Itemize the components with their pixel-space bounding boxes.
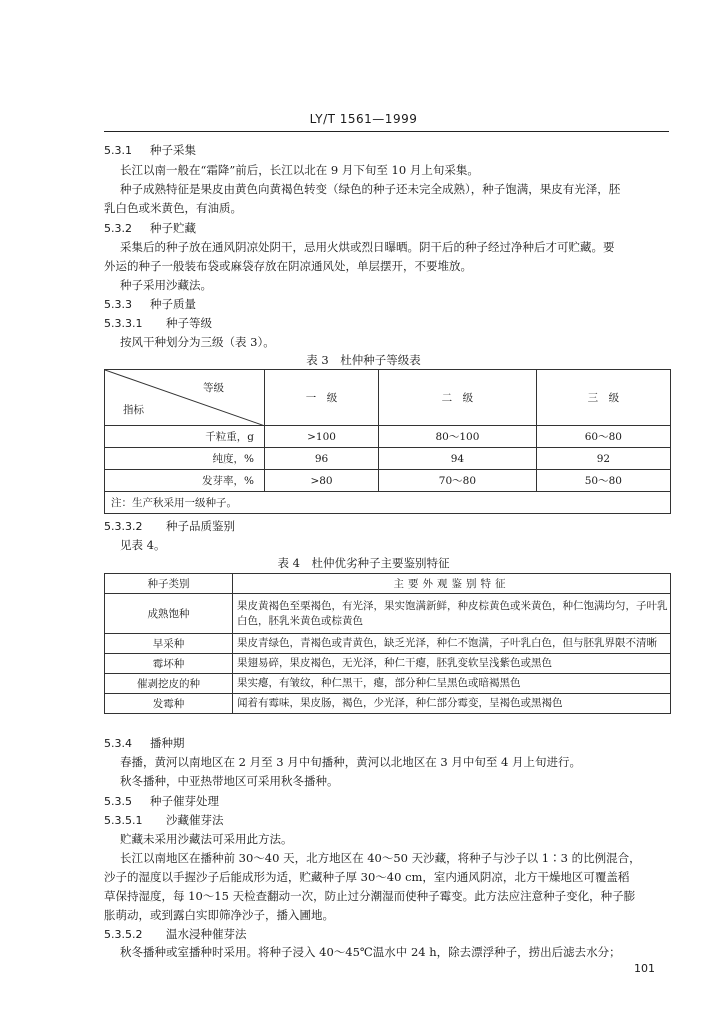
grade-header: 三 级 xyxy=(536,370,670,426)
paragraph: 按风干种划分为三级（表 3）。 xyxy=(120,335,275,349)
section-number: 5.3.3.1 xyxy=(104,317,143,330)
table-cell: 80～100 xyxy=(379,426,537,448)
seed-type-cell: 催剥挖皮的种 xyxy=(105,674,233,694)
table-row xyxy=(105,694,671,714)
seed-type-cell: 成熟饱种 xyxy=(105,594,233,634)
header-grade-label: 等级 xyxy=(203,382,224,394)
paragraph: 种子采用沙藏法。 xyxy=(120,278,212,292)
paragraph-continuation: 胀萌动，或到露白实即筛净沙子，播入圃地。 xyxy=(104,908,334,922)
section-title: 种子催芽处理 xyxy=(150,794,219,808)
description-cell: 闻着有霉味，果皮肠，褐色，少光泽，种仁部分霉变，呈褐色或黑褐色 xyxy=(233,694,671,714)
page-number: 101 xyxy=(634,962,655,975)
section-title: 种子品质鉴别 xyxy=(166,519,235,533)
table-note-row xyxy=(105,492,671,514)
table-note: 注：生产秋采用一级种子。 xyxy=(105,492,671,514)
section-title: 种子等级 xyxy=(166,316,212,330)
paragraph-continuation: 外运的种子一般装布袋或麻袋存放在阴凉通风处，单层摆开，不要堆放。 xyxy=(104,259,472,273)
section-5-3-5-1 xyxy=(104,812,224,829)
section-number: 5.3.2 xyxy=(104,222,132,235)
table-row xyxy=(105,654,671,674)
grade-header: 一 级 xyxy=(265,370,379,426)
seed-type-cell: 发霉种 xyxy=(105,694,233,714)
header-rule xyxy=(104,131,669,132)
paragraph-continuation: 草保持湿度，每 10～15 天检查翻动一次，防止过分潮湿而使种子霉变。此方法应注意种子变化，种子膨 xyxy=(104,889,636,903)
section-5-3-5 xyxy=(104,793,219,810)
table-cell: 70～80 xyxy=(379,470,537,492)
table-cell: >100 xyxy=(265,426,379,448)
table-cell: >80 xyxy=(265,470,379,492)
seed-type-cell: 早采种 xyxy=(105,634,233,654)
section-5-3-1 xyxy=(104,142,196,159)
description-cell: 果实瘪，有皱纹，种仁黑干，瘪，部分种仁呈黑色或暗褐黑色 xyxy=(233,674,671,694)
table-row xyxy=(105,470,671,492)
table-cell: 94 xyxy=(379,448,537,470)
grade-header: 二 级 xyxy=(379,370,537,426)
description-cell: 果翅易碎，果皮褐色，无光泽，种仁干瘪，胚乳变软呈浅紫色或黑色 xyxy=(233,654,671,674)
section-number: 5.3.3 xyxy=(104,298,132,311)
section-number: 5.3.4 xyxy=(104,737,132,750)
diagonal-line xyxy=(105,370,265,426)
section-number: 5.3.3.2 xyxy=(104,520,143,533)
section-5-3-4 xyxy=(104,735,185,752)
seed-grade-table xyxy=(104,369,671,514)
section-number: 5.3.5.2 xyxy=(104,928,143,941)
table4-caption: 表 4 杜仲优劣种子主要鉴别特征 xyxy=(277,556,450,570)
seed-type-cell: 霉坏种 xyxy=(105,654,233,674)
section-title: 沙藏催芽法 xyxy=(166,813,224,827)
row-label: 发芽率，% xyxy=(105,470,265,492)
paragraph: 长江以南一般在“霜降”前后，长江以北在 9 月下旬至 10 月上旬采集。 xyxy=(120,163,479,177)
section-5-3-3 xyxy=(104,296,196,313)
section-5-3-2 xyxy=(104,220,196,237)
table-row xyxy=(105,426,671,448)
section-title: 种子采集 xyxy=(150,143,196,157)
paragraph-continuation: 沙子的湿度以手握沙子后能成形为适，贮藏种子厚 30～40 cm，室内通风阴凉，北方干燥地区可覆盖稻 xyxy=(104,870,630,884)
section-title: 温水浸种催芽法 xyxy=(166,927,247,941)
table-header-row xyxy=(105,574,671,594)
description-cell: 果皮青绿色，青褐色或青黄色，缺乏光泽，种仁不饱满，子叶乳白色，但与胚乳界限不清晰 xyxy=(233,634,671,654)
table-cell: 60～80 xyxy=(536,426,670,448)
table3-caption: 表 3 杜仲种子等级表 xyxy=(306,353,421,367)
table-cell: 96 xyxy=(265,448,379,470)
column-header: 主要外观鉴别特征 xyxy=(233,574,671,594)
paragraph: 见表 4。 xyxy=(120,538,166,552)
paragraph: 春播，黄河以南地区在 2 月至 3 月中旬播种，黄河以北地区在 3 月中旬至 4 月上旬进行。 xyxy=(120,755,582,769)
description-cell: 果皮黄褐色至栗褐色，有光泽，果实饱满新鲜，种皮棕黄色或米黄色，种仁饱满均匀，子叶乳白色，胚乳米黄色或棕黄色 xyxy=(233,594,671,634)
section-5-3-3-1 xyxy=(104,315,212,332)
section-title: 种子贮藏 xyxy=(150,221,196,235)
row-label: 纯度，% xyxy=(105,448,265,470)
paragraph: 秋冬播种或室播种时采用。将种子浸入 40～45℃温水中 24 h，除去漂浮种子，捞出后滤去水分； xyxy=(120,945,621,959)
section-title: 种子质量 xyxy=(150,297,196,311)
diagonal-header-cell xyxy=(105,370,265,426)
page-header: LY/T 1561—1999 xyxy=(309,112,418,126)
seed-quality-table xyxy=(104,573,671,714)
table-row xyxy=(105,674,671,694)
table-cell: 50～80 xyxy=(536,470,670,492)
paragraph: 长江以南地区在播种前 30～40 天，北方地区在 40～50 天沙藏，将种子与沙子以 1∶3 的比例混合， xyxy=(120,851,641,865)
header-index-label: 指标 xyxy=(123,404,144,416)
table-row xyxy=(105,448,671,470)
section-title: 播种期 xyxy=(150,736,185,750)
section-5-3-5-2 xyxy=(104,926,247,943)
table-cell: 92 xyxy=(536,448,670,470)
paragraph-continuation: 乳白色或米黄色，有油质。 xyxy=(104,201,242,215)
table-row xyxy=(105,634,671,654)
paragraph: 采集后的种子放在通风阴凉处阴干，忌用火烘或烈日曝晒。阴干后的种子经过净种后才可贮藏。要 xyxy=(120,240,615,254)
paragraph: 贮藏未采用沙藏法可采用此方法。 xyxy=(120,832,293,846)
section-5-3-3-2 xyxy=(104,518,235,535)
column-header: 种子类别 xyxy=(105,574,233,594)
section-number: 5.3.5.1 xyxy=(104,814,143,827)
section-number: 5.3.1 xyxy=(104,144,132,157)
row-label: 千粒重，g xyxy=(105,426,265,448)
paragraph: 种子成熟特征是果皮由黄色向黄褐色转变（绿色的种子还未完全成熟），种子饱满，果皮有光泽，胚 xyxy=(120,182,621,196)
table-header-row xyxy=(105,370,671,426)
table-row xyxy=(105,594,671,634)
section-number: 5.3.5 xyxy=(104,795,132,808)
paragraph: 秋冬播种，中亚热带地区可采用秋冬播种。 xyxy=(120,774,339,788)
